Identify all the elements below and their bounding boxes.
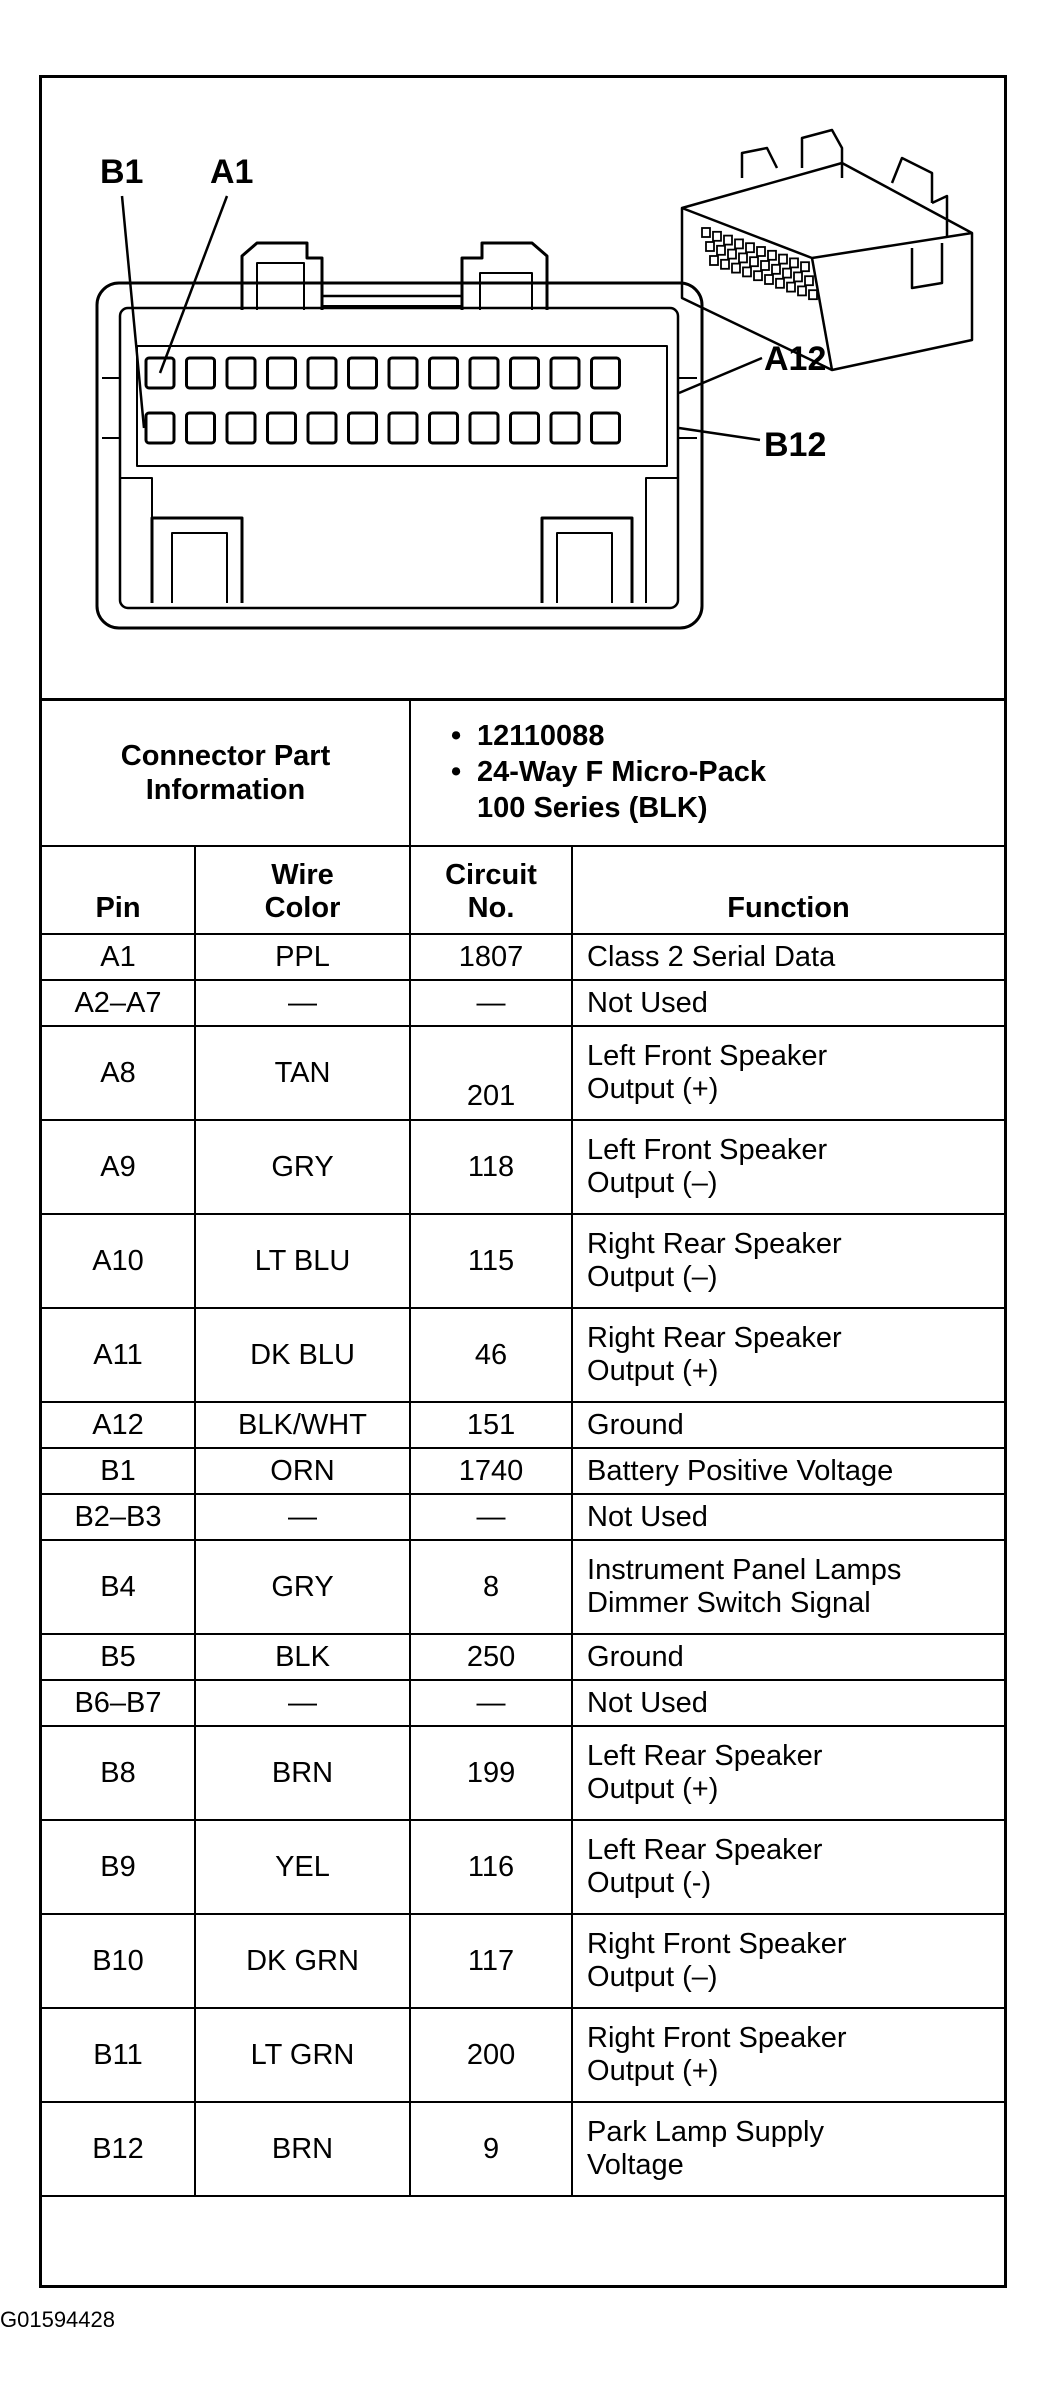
circuit-cell: 151 [410, 1402, 572, 1448]
circuit-cell: 250 [410, 1634, 572, 1680]
circuit-cell: 118 [410, 1120, 572, 1214]
function-cell [572, 1680, 1004, 1726]
wire-color-cell: LT BLU [195, 1214, 410, 1308]
wire-color-cell: YEL [195, 1820, 410, 1914]
function-cell [572, 2008, 1004, 2102]
function-line-1: Left Rear Speaker [587, 1740, 823, 1772]
wire-color-cell: GRY [195, 1540, 410, 1634]
iso-pin [798, 286, 806, 295]
table-row [42, 1726, 1004, 1820]
iso-pin [754, 271, 762, 280]
left-lock [152, 518, 242, 603]
a12-leader [679, 358, 762, 393]
pin-cell: B4 [42, 1540, 195, 1634]
label-a12: A12 [764, 340, 827, 378]
pin-cell: B2–B3 [42, 1494, 195, 1540]
function-cell [572, 1726, 1004, 1820]
iso-pin [761, 261, 769, 270]
function-cell [572, 1494, 1004, 1540]
function-line-1: Ground [587, 1408, 684, 1441]
function-line-2: Output (–) [587, 1261, 718, 1293]
cavity-a8 [430, 358, 458, 388]
right-latch-inner [480, 273, 532, 310]
function-cell [572, 1402, 1004, 1448]
function-line-1: Not Used [587, 1686, 708, 1719]
wire-color-cell: PPL [195, 934, 410, 980]
iso-pin [765, 275, 773, 284]
circuit-cell: 1807 [410, 934, 572, 980]
function-cell [572, 934, 1004, 980]
table-row [42, 934, 1004, 980]
table-row [42, 1214, 1004, 1308]
function-line-2: Dimmer Switch Signal [587, 1587, 871, 1619]
connector-diagram [42, 78, 1004, 698]
circuit-cell: 199 [410, 1726, 572, 1820]
cavity-b12 [592, 413, 620, 443]
pinout-table [42, 701, 1004, 2197]
table-row [42, 1308, 1004, 1402]
cavity-b9 [470, 413, 498, 443]
iso-pin [772, 265, 780, 274]
housing-inner [120, 308, 678, 608]
table-row [42, 1820, 1004, 1914]
function-cell [572, 1448, 1004, 1494]
iso-pin [776, 279, 784, 288]
header-wire-color: Wire Color [195, 846, 410, 934]
table-row [42, 2102, 1004, 2196]
circuit-cell: — [410, 1680, 572, 1726]
iso-pin [717, 246, 725, 255]
circuit-cell: 117 [410, 1914, 572, 2008]
pin-cell: A8 [42, 1026, 195, 1120]
table-row [42, 1402, 1004, 1448]
cavity-a10 [511, 358, 539, 388]
cavity-b4 [268, 413, 296, 443]
wire-color-cell: ORN [195, 1448, 410, 1494]
wire-color-cell: BRN [195, 1726, 410, 1820]
circuit-cell: — [410, 980, 572, 1026]
circuit-cell: 116 [410, 1820, 572, 1914]
table-row [42, 1680, 1004, 1726]
iso-pin [757, 247, 765, 256]
function-cell [572, 1026, 1004, 1120]
cavity-a6 [349, 358, 377, 388]
wire-color-cell: — [195, 1494, 410, 1540]
iso-pin [768, 251, 776, 260]
wire-color-cell: LT GRN [195, 2008, 410, 2102]
table-row [42, 2008, 1004, 2102]
cavity-b10 [511, 413, 539, 443]
iso-pin [713, 232, 721, 241]
wire-color-cell: BRN [195, 2102, 410, 2196]
function-line-1: Right Front Speaker [587, 1928, 847, 1960]
wire-color-cell: BLK/WHT [195, 1402, 410, 1448]
pin-cell: A2–A7 [42, 980, 195, 1026]
function-line-2: Output (+) [587, 1073, 719, 1105]
pin-cell: B6–B7 [42, 1680, 195, 1726]
function-cell [572, 1214, 1004, 1308]
function-cell [572, 1540, 1004, 1634]
iso-pin [724, 236, 732, 245]
function-line-1: Not Used [587, 1500, 708, 1533]
circuit-cell: — [410, 1494, 572, 1540]
function-cell [572, 1634, 1004, 1680]
cavity-a9 [470, 358, 498, 388]
function-line-2: Output (+) [587, 2055, 719, 2087]
pin-cell: B12 [42, 2102, 195, 2196]
cavity-b6 [349, 413, 377, 443]
cavity-a11 [551, 358, 579, 388]
wire-color-cell: BLK [195, 1634, 410, 1680]
function-cell [572, 1914, 1004, 2008]
label-a1: A1 [210, 153, 254, 191]
label-b1: B1 [100, 153, 144, 191]
cavity-b11 [551, 413, 579, 443]
connector-type-item: • 24-Way F Micro-Pack 100 Series (BLK) [451, 756, 767, 824]
function-cell [572, 1120, 1004, 1214]
table-row [42, 1914, 1004, 2008]
table-row [42, 1494, 1004, 1540]
header-function: Function [572, 846, 1004, 934]
connector-info-values [410, 701, 1004, 846]
table-row [42, 1120, 1004, 1214]
function-line-2: Output (-) [587, 1867, 712, 1899]
right-latch [462, 243, 547, 310]
cavity-b7 [389, 413, 417, 443]
function-line-2: Voltage [587, 2149, 684, 2181]
function-line-1: Not Used [587, 986, 708, 1019]
function-line-2: Output (–) [587, 1167, 718, 1199]
table-row [42, 1634, 1004, 1680]
function-line-1: Left Front Speaker [587, 1040, 828, 1072]
connector-frame [39, 75, 1007, 2288]
wire-color-cell: DK BLU [195, 1308, 410, 1402]
pin-cell: B8 [42, 1726, 195, 1820]
cavity-a2 [187, 358, 215, 388]
iso-pin [809, 290, 817, 299]
iso-pin [735, 239, 743, 248]
iso-pin [710, 256, 718, 265]
header-row [42, 846, 1004, 934]
iso-pin [739, 253, 747, 262]
iso-pin [721, 260, 729, 269]
cavity-b8 [430, 413, 458, 443]
b1-leader [122, 196, 144, 428]
table-row [42, 1448, 1004, 1494]
function-line-2: Output (–) [587, 1961, 718, 1993]
figure-code: G01594428 [0, 2307, 115, 2332]
cavity-a5 [308, 358, 336, 388]
right-lock [542, 518, 632, 603]
cavity-b1 [146, 413, 174, 443]
cavity-a3 [227, 358, 255, 388]
header-circuit-no: Circuit No. [410, 846, 572, 934]
left-latch [242, 243, 322, 310]
function-line-1: Left Front Speaker [587, 1134, 828, 1166]
pin-cell: A9 [42, 1120, 195, 1214]
pin-cell: A11 [42, 1308, 195, 1402]
part-number-item: • 12110088 [451, 720, 605, 752]
function-line-1: Right Rear Speaker [587, 1228, 842, 1260]
iso-pin [783, 269, 791, 278]
connector-face-drawing [42, 78, 1004, 698]
pin-cell: B1 [42, 1448, 195, 1494]
iso-pin [746, 243, 754, 252]
cavity-b5 [308, 413, 336, 443]
connector-info-label: Connector Part Information [42, 701, 410, 846]
function-line-1: Right Rear Speaker [587, 1322, 842, 1354]
table-row [42, 980, 1004, 1026]
header-pin: Pin [42, 846, 195, 934]
function-line-1: Instrument Panel Lamps [587, 1554, 902, 1586]
iso-pin [702, 228, 710, 237]
function-line-1: Left Rear Speaker [587, 1834, 823, 1866]
wire-color-cell: — [195, 980, 410, 1026]
cavity-a4 [268, 358, 296, 388]
circuit-cell: 46 [410, 1308, 572, 1402]
connector-info-row [42, 701, 1004, 846]
iso-pin [790, 258, 798, 267]
pin-cell: A10 [42, 1214, 195, 1308]
function-line-1: Right Front Speaker [587, 2022, 847, 2054]
label-b12: B12 [764, 426, 827, 464]
function-line-1: Class 2 Serial Data [587, 940, 836, 973]
circuit-cell: 1740 [410, 1448, 572, 1494]
function-cell [572, 2102, 1004, 2196]
iso-pin [706, 242, 714, 251]
circuit-cell: 200 [410, 2008, 572, 2102]
pin-cell: A12 [42, 1402, 195, 1448]
iso-pin [728, 250, 736, 259]
circuit-cell: 201 [410, 1026, 572, 1120]
iso-pin [732, 264, 740, 273]
cavity-b2 [187, 413, 215, 443]
function-line-2: Output (+) [587, 1355, 719, 1387]
table-row [42, 1540, 1004, 1634]
circuit-cell: 9 [410, 2102, 572, 2196]
iso-pin [787, 283, 795, 292]
function-line-1: Battery Positive Voltage [587, 1454, 894, 1487]
function-cell [572, 1820, 1004, 1914]
table-row [42, 1026, 1004, 1120]
circuit-cell: 8 [410, 1540, 572, 1634]
function-line-1: Ground [587, 1640, 684, 1673]
wire-color-cell: TAN [195, 1026, 410, 1120]
cavity-a7 [389, 358, 417, 388]
wire-color-cell: — [195, 1680, 410, 1726]
pin-cell: B11 [42, 2008, 195, 2102]
left-latch-inner [257, 263, 304, 310]
iso-pin [794, 272, 802, 281]
wire-color-cell: GRY [195, 1120, 410, 1214]
iso-pin [805, 276, 813, 285]
function-line-2: Output (+) [587, 1773, 719, 1805]
function-line-1: Park Lamp Supply [587, 2116, 824, 2148]
cavity-b3 [227, 413, 255, 443]
function-cell [572, 1308, 1004, 1402]
function-cell [572, 980, 1004, 1026]
pin-cell: B10 [42, 1914, 195, 2008]
circuit-cell: 115 [410, 1214, 572, 1308]
iso-pin [801, 262, 809, 271]
iso-pin [779, 255, 787, 264]
iso-pin [743, 267, 751, 276]
wire-color-cell: DK GRN [195, 1914, 410, 2008]
pin-cell: B9 [42, 1820, 195, 1914]
iso-pin [750, 257, 758, 266]
pin-cell: A1 [42, 934, 195, 980]
cavity-a12 [592, 358, 620, 388]
pin-cell: B5 [42, 1634, 195, 1680]
